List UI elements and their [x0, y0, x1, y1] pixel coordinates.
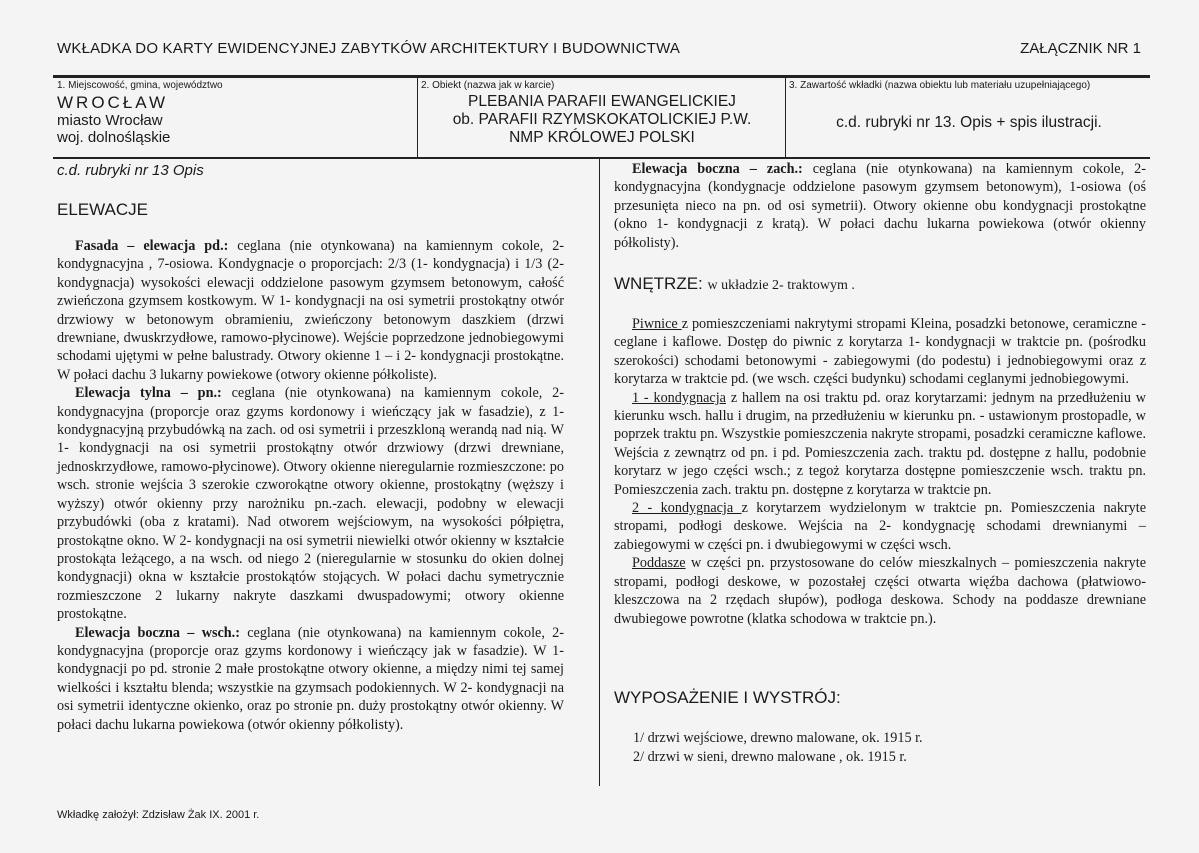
west-elevation-block [614, 160, 1146, 252]
paragraph-lead: Elewacja boczna – zach.: [632, 161, 803, 177]
paragraph-text: ceglana (nie otynkowana) na kamiennym cokole, 2-kondygnacyjna (proporcje oraz gzyms kordonowy i wieńczący jak w fasadzie), z 1- kondygnacyjną przybudówką na zach. od osi symetrii i przeszkloną werandą nad nią. W 1- kondygnacji na osi symetrii prostokątny otwór drzwiowy (drzwi drewniane, jednoskrzydłowe, ramowo-płycinowe). Otwory okienne nieregularnie rozmieszczone: po wsch. stronie wejścia 3 szerokie czworokątne otwory okienne, prostokątny (węższy i wyższy) otwór okienny przy narożniku pn.-zach. elewacji, podobny w elewacji przybudówki (oba z kratami). Nad otworem wejściowym, na wysokości półpiętra, prostokątne okno. W 2- kondygnacji na osi symetrii niewielki otwór okienny w kształcie prostokąta leżącego, a na wsch. od niego 2 (nieregularnie w stosunku do okien dolnej kondygnacji) okna w kształcie prostokątów stojących. W połaci dachu symetrycznie rozmieszczone 2 lukarny nakryte daszkami dwuspadowymi; otwory okienne prostokątne. [57, 385, 565, 623]
furnishing-list [633, 729, 923, 767]
object-name-line: ob. PARAFII RZYMSKOKATOLICKIEJ P.W. [452, 111, 752, 128]
document-title: WKŁADKA DO KARTY EWIDENCYJNEJ ZABYTKÓW ARCHITEKTURY I BUDOWNICTWA [57, 40, 681, 57]
furnishing-heading [614, 688, 841, 708]
paragraph-lead: Elewacja tylna – pn.: [75, 385, 222, 402]
paragraph-text: ceglana (nie otynkowana) na kamiennym cokole, 2-kondygnacyjna (kondygnacje oddzielone pasowym gzymsem betonowym), 1-osiowa (oś przesunięta nieco na pn. od osi symetrii). Otwory okienne obu kondygnacji prostokątne (okno 1- kondygnacji z kratą). W połaci dachu lukarna powiekowa (otwór okienny półkolisty). [614, 161, 1146, 251]
content-label: 3. Zawartość wkładki (nazwa obiektu lub materiału uzupełniającego) [789, 80, 1091, 91]
content-value: c.d. rubryki nr 13. Opis + spis ilustracji. [836, 114, 1102, 131]
interior-note: w układzie 2- traktowym . [707, 278, 855, 293]
paragraph [614, 315, 1146, 389]
interior-heading-text: WNĘTRZE: [614, 274, 703, 293]
header-bottom-rule [53, 157, 1150, 159]
object-field [421, 80, 783, 146]
list-item: 1/ drzwi wejściowe, drewno malowane, ok. 1915 r. [633, 730, 923, 746]
header-divider-1 [417, 77, 418, 158]
paragraph [614, 389, 1146, 499]
header-divider-2 [785, 77, 786, 158]
paragraph-lead: 2 - kondygnacja [632, 500, 742, 517]
interior-heading [614, 274, 855, 294]
paragraph-text: ceglana (nie otynkowana) na kamiennym cokole, 2- kondygnacyjna (proporcje oraz gzyms kordonowy i wieńczący jak w fasadzie). W 1- kondygnacji po pd. stronie 2 małe prostokątne otwory okienne, a między nimi tej samej wielkości i kształtu blenda; wszystkie na gzymsach podokiennych. W 2- kondygnacji na osi symetrii identyczne okienko, oraz po stronie pn. duży prostokątny otwór okienny. W połaci dachu lukarna powiekowa (otwór okienny półkolisty). [57, 624, 565, 733]
paragraph-lead: Poddasze [632, 555, 686, 572]
paragraph-text: z korytarzem wydzielonym w traktcie pn. Pomieszczenia nakryte stropami, podłogi deskowe. Wejścia na 2- kondygnację schodami drewnianymi – zabiegowymi w części pn. i dwubiegowymi w części wsch. [614, 500, 1147, 553]
paragraph-text: z pomieszczeniami nakrytymi stropami Kleina, posadzki betonowe, ceramiczne - ceglane i kaflowe. Dostęp do piwnic z korytarza 1- kondygnacji w traktcie pn. (pośrodku szerokości) schodami betonowymi - zabiegowymi (do podestu) i jednobiegowymi oraz z korytarza w traktcie pd. (we wsch. części budynku) schodami ceglanymi jednobiegowymi. [614, 316, 1146, 388]
elevations-heading-text: ELEWACJE [57, 200, 149, 219]
furnishing-heading-text: WYPOSAŻENIE I WYSTRÓJ: [614, 688, 841, 707]
voivodeship: woj. dolnośląskie [57, 129, 171, 146]
paragraph [614, 499, 1146, 554]
object-label: 2. Obiekt (nazwa jak w karcie) [421, 80, 555, 91]
paragraph-lead: 1 - kondygnacja [632, 389, 726, 406]
left-column [57, 237, 564, 734]
object-name-line: PLEBANIA PARAFII EWANGELICKIEJ [468, 93, 736, 110]
column-divider [599, 158, 600, 786]
paragraph-lead: Elewacja boczna – wsch.: [75, 624, 240, 641]
paragraph-text: z hallem na osi traktu pd. oraz korytarzami: jednym na przedłużeniu w kierunku wsch. hallu i drugim, na przedłużeniu w kierunku pn. - ustawionym prostopadle, w poprzek traktu pn. Wszystkie pomieszczenia nakryte stropami, posadzki ceramiczne kaflowe. Wejścia z zewnątrz od pn. i pd. Pomieszczenia zach. traktu pd. dostępne z hallu, podobnie korytarz w jego części wsch.; z tegoż korytarza dostępne pomieszczenie wsch. traktu pn. Pomieszczenia zach. traktu pn. dostępne z korytarza w traktcie pn. [614, 389, 1147, 498]
list-item: 2/ drzwi w sieni, drewno malowane , ok. 1915 r. [633, 749, 907, 765]
paragraph [57, 384, 564, 623]
city-name: WROCŁAW [57, 93, 169, 112]
paragraph [614, 160, 1146, 252]
content-field [789, 80, 1149, 132]
section-subtitle: c.d. rubryki nr 13 Opis [57, 162, 204, 179]
paragraph-lead: Piwnice [632, 316, 682, 332]
elevations-heading [57, 200, 148, 220]
interior-block [614, 315, 1146, 628]
location-field [57, 80, 415, 146]
paragraph [614, 554, 1146, 628]
paragraph-lead: Fasada – elewacja pd.: [75, 238, 229, 254]
header-top-rule [53, 75, 1150, 78]
object-name-line: NMP KRÓLOWEJ POLSKI [509, 129, 695, 146]
paragraph [57, 624, 564, 734]
paragraph-text: w części pn. przystosowane do celów mieszkalnych – pomieszczenia nakryte stropami, podłogi deskowe, w pozostałej części otwarta więźba dachowa (płatwiowo-kleszczowa na 2 rzędach słupów), podłoga deskowa. Schody na poddasze drewniane dwubiegowe powrotne (klatka schodowa w traktcie pn.). [614, 555, 1146, 627]
location-label: 1. Miejscowość, gmina, województwo [57, 80, 223, 91]
municipality: miasto Wrocław [57, 112, 163, 129]
attachment-number: ZAŁĄCZNIK NR 1 [1020, 40, 1141, 57]
paragraph-text: ceglana (nie otynkowana) na kamiennym cokole, 2-kondygnacyjna , 7-osiowa. Kondygnacje o proporcjach: 2/3 (1- kondygnacja) i 1/3 (2-kondygnacja) wysokości elewacji oddzielone pasowym gzymsem betonowym, całość zwieńczona gzymsem kostkowym. W 1- kondygnacji na osi symetrii prostokątny otwór drzwiowy w betonowym obramieniu, zwieńczony betonowym daszkiem (drzwi drewniane, dwuskrzydłowe, ramowo-płycinowe). Wejście poprzedzone jednobiegowymi schodami ujętymi w pełne balustrady. Otwory okienne 1 – i 2- kondygnacji prostokątne. W połaci dachu 3 lukarny powiekowe (otwory okienne półkoliste). [57, 238, 565, 383]
paragraph [57, 237, 564, 384]
footer-author: Wkładkę założył: Zdzisław Żak IX. 2001 r. [57, 809, 260, 821]
